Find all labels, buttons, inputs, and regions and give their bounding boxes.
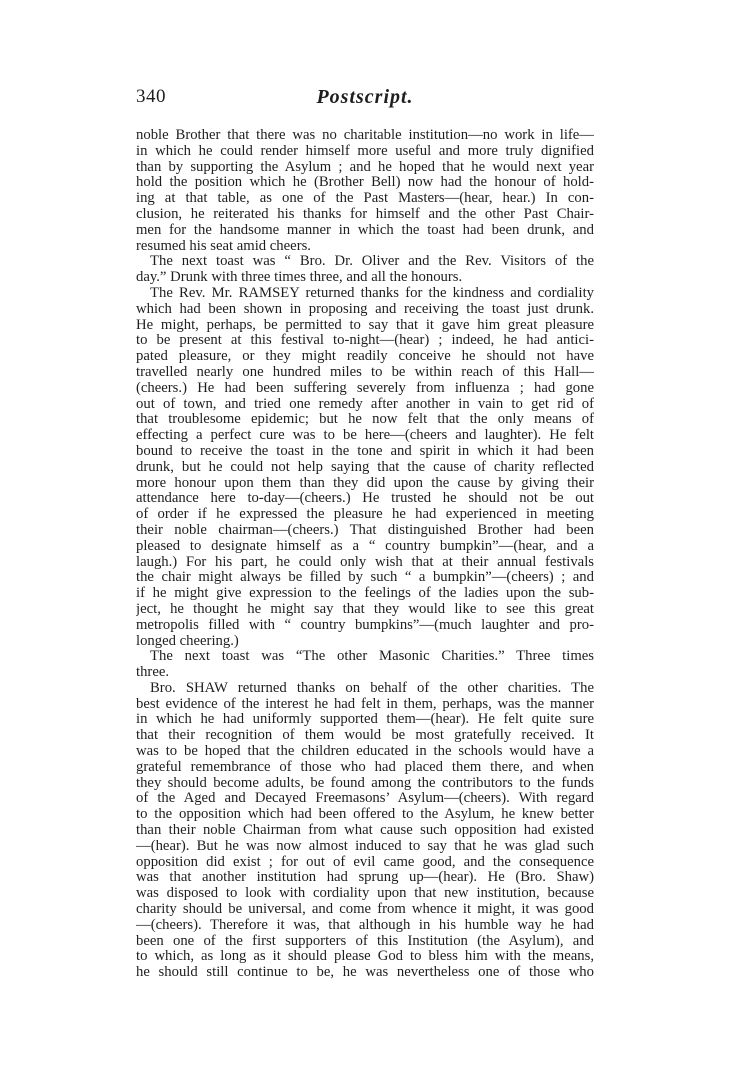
text-line: out of town, and tried one remedy after another in vain to get rid of <box>136 396 594 412</box>
body-text <box>136 128 594 981</box>
text-line: if he might give expression to the feelings of the ladies upon the sub- <box>136 586 594 602</box>
text-line: which had been shown in proposing and receiving the toast just drunk. <box>136 301 594 317</box>
text-line: was to be hoped that the children educated in the schools would have a <box>136 744 594 760</box>
text-line: than by supporting the Asylum ; and he hoped that he would next year <box>136 159 594 175</box>
text-line: —(cheers). Therefore it was, that although in his humble way he had <box>136 917 594 933</box>
text-line: charity should be universal, and come from whence it might, it was good <box>136 902 594 918</box>
text-line: to be present at this festival to-night—(hear) ; indeed, he had antici- <box>136 333 594 349</box>
text-line: drunk, but he could not help saying that the cause of charity reflected <box>136 459 594 475</box>
text-line: grateful remembrance of those who had placed them there, and when <box>136 759 594 775</box>
text-line: to which, as long as it should please God to bless him with the means, <box>136 949 594 965</box>
text-line: resumed his seat amid cheers. <box>136 238 311 254</box>
text-line: opposition did exist ; for out of evil came good, and the consequence <box>136 854 594 870</box>
text-line: longed cheering.) <box>136 633 239 649</box>
text-line: more honour upon them than they did upon the cause by giving their <box>136 475 594 491</box>
text-line: that their recognition of them would be most gratefully received. It <box>136 728 594 744</box>
text-line: men for the handsome manner in which the toast had been drunk, and <box>136 222 594 238</box>
text-line: best evidence of the interest he had felt in them, perhaps, was the manner <box>136 696 594 712</box>
text-line: three. <box>136 665 170 681</box>
text-line: been one of the first supporters of this Institution (the Asylum), and <box>136 933 594 949</box>
text-line: than their noble Chairman from what cause such opposition had existed <box>136 823 594 839</box>
text-line: He might, perhaps, be permitted to say that it gave him great pleasure <box>136 317 594 333</box>
text-line: metropolis filled with “ country bumpkins”—(much laughter and pro- <box>136 617 594 633</box>
text-line: was disposed to look with cordiality upon that new institution, because <box>136 886 594 902</box>
text-line: Bro. SHAW returned thanks on behalf of the other charities. The <box>150 680 594 696</box>
text-line: of the Aged and Decayed Freemasons’ Asylum—(cheers). With regard <box>136 791 594 807</box>
text-line: clusion, he reiterated his thanks for himself and the other Past Chair- <box>136 206 594 222</box>
text-line: (cheers.) He had been suffering severely from influenza ; had gone <box>136 380 594 396</box>
running-title: Postscript. <box>316 86 414 108</box>
text-line: hold the position which he (Brother Bell) now had the honour of hold- <box>136 175 594 191</box>
page-header <box>136 86 594 116</box>
text-line: the chair might always be filled by such “ a bumpkin”—(cheers) ; and <box>136 570 594 586</box>
text-line: —(hear). But he was now almost induced to say that he was glad such <box>136 838 594 854</box>
text-line: laugh.) For his part, he could only wish that at their annual festivals <box>136 554 594 570</box>
text-line: The Rev. Mr. RAMSEY returned thanks for the kindness and cordiality <box>150 285 594 301</box>
text-line: pated pleasure, or they might readily conceive he should not have <box>136 349 594 365</box>
text-line: pleased to designate himself as a “ country bumpkin”—(hear, and a <box>136 538 594 554</box>
text-line: he should still continue to be, he was nevertheless one of those who <box>136 965 594 981</box>
text-line: of order if he expressed the pleasure he had experienced in meeting <box>136 507 594 523</box>
text-line: The next toast was “ Bro. Dr. Oliver and the Rev. Visitors of the <box>150 254 594 270</box>
text-line: The next toast was “The other Masonic Charities.” Three times <box>150 649 594 665</box>
text-line: their noble chairman—(cheers.) That distinguished Brother had been <box>136 522 594 538</box>
text-line: they should become adults, be found among the contributors to the funds <box>136 775 594 791</box>
text-line: in which he had uniformly supported them—(hear). He felt quite sure <box>136 712 594 728</box>
text-line: bound to receive the toast in the tone and spirit in which it had been <box>136 443 594 459</box>
text-line: ing at that table, as one of the Past Masters—(hear, hear.) In con- <box>136 191 594 207</box>
page-number: 340 <box>136 86 166 107</box>
text-line: in which he could render himself more useful and more truly dignified <box>136 143 594 159</box>
text-line: was that another institution had sprung up—(hear). He (Bro. Shaw) <box>136 870 594 886</box>
text-line: effecting a perfect cure was to be here—(cheers and laughter). He felt <box>136 428 594 444</box>
text-line: travelled nearly one hundred miles to be within reach of this Hall— <box>136 364 594 380</box>
text-line: noble Brother that there was no charitable institution—no work in life— <box>136 128 594 143</box>
text-line: to the opposition which had been offered to the Asylum, he knew better <box>136 807 594 823</box>
text-line: attendance here to-day—(cheers.) He trusted he should not be out <box>136 491 594 507</box>
text-line: ject, he thought he might say that they would like to see this great <box>136 601 594 617</box>
text-line: day.” Drunk with three times three, and all the honours. <box>136 270 463 286</box>
text-line: that troublesome epidemic; but he now felt that the only means of <box>136 412 594 428</box>
